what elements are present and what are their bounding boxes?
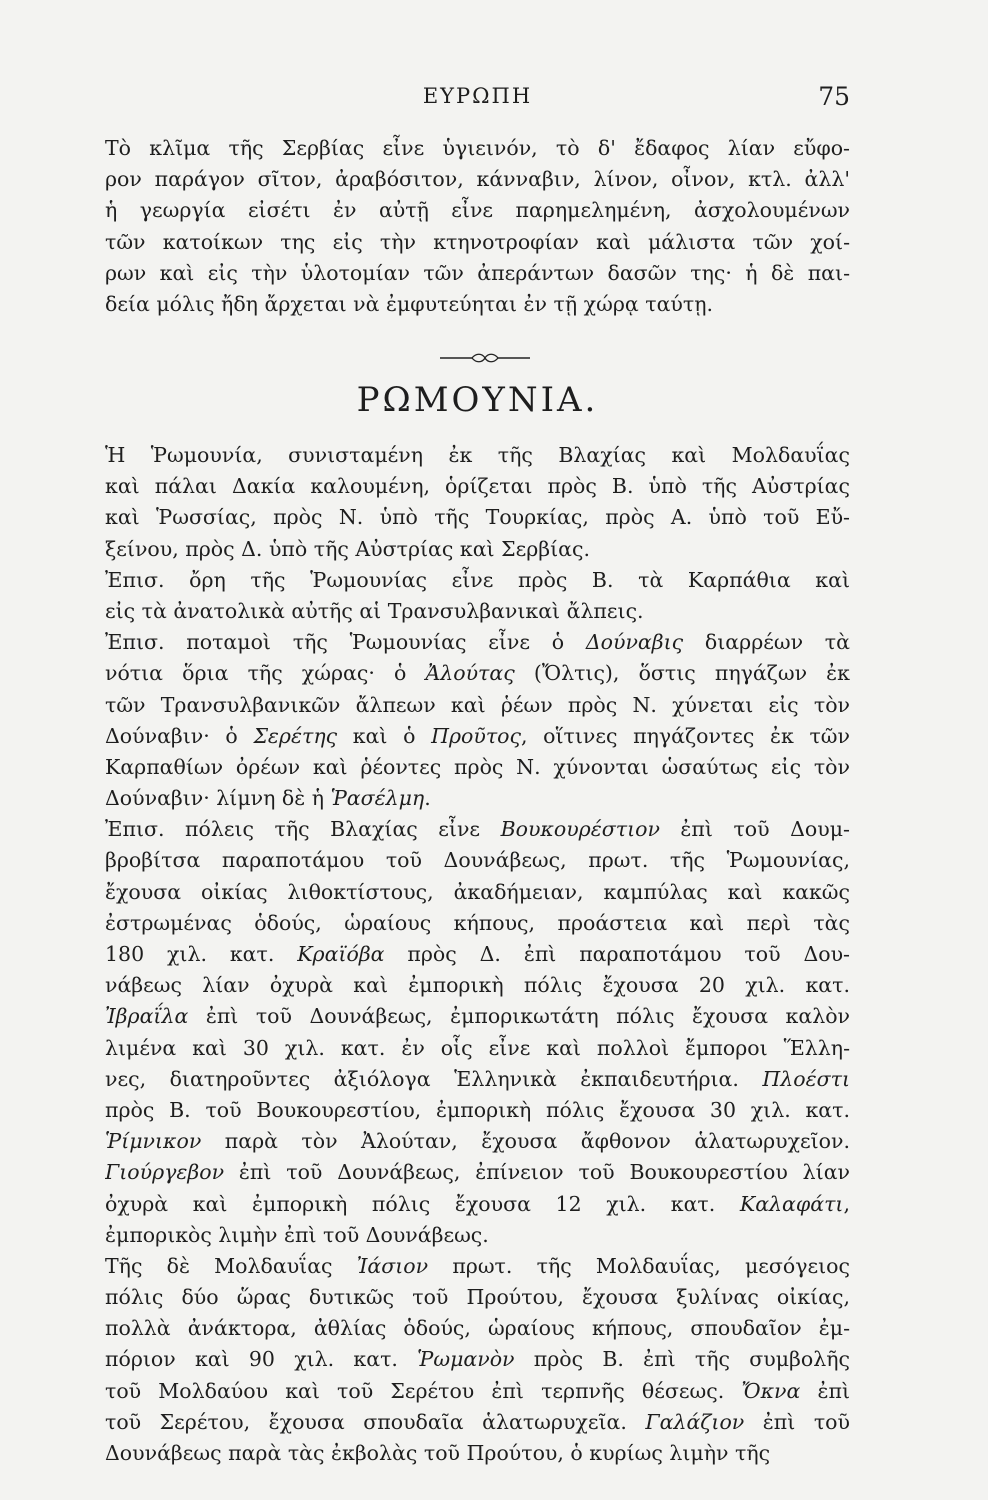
text-segment: ἔχουσα οἰκίας λιθοκτίστους, ἀκαδήμειαν, καμπύλας καὶ κακῶς: [105, 879, 850, 904]
text-segment: τοῦ Μολδαύου καὶ τοῦ Σερέτου ἐπὶ τερπνῆς θέσεως.: [105, 1378, 742, 1403]
text-segment: Δούναβιν· λίμνη δὲ ἡ: [105, 786, 331, 811]
text-segment: ὀχυρὰ καὶ ἐμπορικὴ πόλις ἔχουσα 12 χιλ. κατ.: [105, 1191, 740, 1216]
text-segment: πρὸς Β. τοῦ Βουκουρεστίου, ἐμπορικὴ πόλις ἔχουσα 30 χιλ. κατ.: [105, 1097, 850, 1122]
text-line: [105, 845, 850, 876]
italic-place-name: Κραϊόβα: [297, 942, 385, 966]
text-segment: ξείνου, πρὸς Δ. ὑπὸ τῆς Αὐστρίας καὶ Σερβίας.: [105, 536, 591, 561]
text-segment: ἐμπορικὸς λιμὴν ἐπὶ τοῦ Δουνάβεως.: [105, 1222, 489, 1247]
text-segment: νάβεως λίαν ὀχυρὰ καὶ ἐμπορικὴ πόλις ἔχουσα 20 χιλ. κατ.: [105, 973, 850, 998]
text-line: τῶν κατοίκων της εἰς τὴν κτηνοτροφίαν καὶ μάλιστα τῶν χοί-: [105, 229, 850, 254]
text-segment: ἐπὶ τοῦ: [744, 1409, 850, 1434]
italic-place-name: Ὄκνα: [741, 1378, 801, 1403]
italic-place-name: Ἰάσιον: [356, 1253, 429, 1278]
text-line: Τὸ κλῖμα τῆς Σερβίας εἶνε ὑγιεινόν, τὸ δ' ἔδαφος λίαν εὔφο-: [105, 136, 850, 160]
italic-place-name: Προῦτος: [431, 723, 521, 748]
text-segment: βροβίτσα παραποτάμου τοῦ Δουνάβεως, πρωτ. τῆς Ῥωμουνίας,: [105, 848, 850, 873]
text-line: [105, 471, 850, 502]
text-line: [105, 814, 850, 845]
text-line: ρων καὶ εἰς τὴν ὑλοτομίαν τῶν ἀπεράντων δασῶν της· ἡ δὲ παι-: [105, 260, 850, 285]
text-segment: λιμένα καὶ 30 χιλ. κατ. ἐν οἷς εἶνε καὶ πολλοὶ ἔμποροι Ἕλλη-: [105, 1035, 850, 1060]
text-line: [105, 1376, 850, 1407]
text-segment: πρὸς Β. ἐπὶ τῆς συμβολῆς: [514, 1347, 850, 1372]
text-segment: καὶ πάλαι Δακία καλουμένη, ὁρίζεται πρὸς Β. ὑπὸ τῆς Αὐστρίας: [105, 474, 850, 499]
text-line: [105, 783, 850, 814]
text-line: [105, 1064, 850, 1095]
text-line: [105, 440, 850, 471]
text-segment: πρὸς Δ. ἐπὶ παραποτάμου τοῦ Δου-: [384, 942, 850, 966]
text-segment: ἐπὶ τοῦ Δουνάβεως, ἐπίνειον τοῦ Βουκουρεστίου λίαν: [224, 1160, 850, 1185]
text-line: [105, 1001, 850, 1032]
running-title: ΕΥΡΩΠΗ: [422, 84, 533, 108]
text-segment: τῶν Τρανσυλβανικῶν ἄλπεων καὶ ῥέων πρὸς Ν. χύνεται εἰς τὸν: [105, 692, 850, 717]
italic-place-name: Πλοέστι: [762, 1066, 850, 1091]
text-segment: καὶ ὁ: [337, 723, 432, 748]
section-title-romania: ΡΩΜΟΥΝΙΑ.: [356, 380, 599, 420]
text-segment: πόλις δύο ὥρας δυτικῶς τοῦ Προύτου, ἔχουσα ξυλίνας οἰκίας,: [105, 1285, 850, 1310]
text-line: [105, 534, 850, 565]
text-line: [105, 1220, 850, 1251]
text-segment: (Ὄλτις), ὅστις πηγάζων ἐκ: [514, 661, 850, 686]
italic-place-name: Ῥωμανὸν: [417, 1347, 515, 1372]
text-line: [105, 1126, 850, 1157]
italic-place-name: Καλαφάτι: [739, 1191, 844, 1216]
text-line: [105, 658, 850, 689]
text-line: [105, 752, 850, 783]
text-segment: ἐστρωμένας ὁδούς, ὡραίους κήπους, προάστεια καὶ περὶ τὰς: [105, 910, 850, 935]
page-header: [105, 84, 850, 116]
italic-place-name: Δούναβις: [585, 630, 684, 655]
text-line: [105, 502, 850, 533]
page-number: 75: [818, 82, 850, 111]
text-line: [105, 721, 850, 752]
text-segment: ἐπὶ τοῦ Δουμ-: [659, 817, 850, 842]
text-segment: ἐπὶ: [800, 1378, 850, 1403]
italic-place-name: Γιούργεβον: [105, 1160, 225, 1185]
text-segment: ,: [843, 1191, 850, 1216]
text-segment: Ἐπισ. πόλεις τῆς Βλαχίας εἶνε: [105, 817, 501, 842]
text-segment: Καρπαθίων ὀρέων καὶ ῥέοντες πρὸς Ν. χύνονται ὡσαύτως εἰς τὸν: [105, 754, 850, 779]
text-line: [105, 939, 850, 970]
text-segment: , οἵτινες πηγάζοντες ἐκ τῶν: [521, 723, 850, 748]
text-line: [105, 1313, 850, 1344]
text-line: [105, 1189, 850, 1220]
text-line: [105, 1251, 850, 1282]
text-segment: 180 χιλ. κατ.: [105, 942, 298, 966]
text-segment: τοῦ Σερέτου, ἔχουσα σπουδαῖα ἁλατωρυχεῖα.: [105, 1409, 646, 1434]
text-line: [105, 877, 850, 908]
text-segment: Ἐπισ. ὄρη τῆς Ῥωμουνίας εἶνε πρὸς Β. τὰ Καρπάθια καὶ: [105, 567, 850, 592]
text-line: [105, 690, 850, 721]
italic-place-name: Ἀλούτας: [425, 661, 515, 686]
italic-place-name: Γαλάζιον: [645, 1409, 745, 1434]
serbia-climate-paragraph: [105, 133, 850, 320]
italic-place-name: Ῥασέλμη: [330, 786, 425, 811]
text-segment: Τῆς δὲ Μολδαυΐας: [105, 1253, 357, 1278]
text-segment: πρωτ. τῆς Μολδαυΐας, μεσόγειος: [428, 1253, 850, 1278]
text-line: [105, 970, 850, 1001]
section-divider-ornament: [440, 352, 530, 364]
text-line: [105, 1344, 850, 1375]
text-segment: πολλὰ ἀνάκτορα, ἀθλίας ὁδούς, ὡραίους κήπους, σπουδαῖον ἐμ-: [105, 1316, 850, 1341]
text-segment: παρὰ τὸν Ἀλούταν, ἔχουσα ἄφθονον ἁλατωρυχεῖον.: [201, 1129, 850, 1154]
text-line: [105, 1282, 850, 1313]
text-segment: πόριον καὶ 90 χιλ. κατ.: [105, 1347, 418, 1372]
text-line: [105, 627, 850, 658]
text-segment: Ἐπισ. ποταμοὶ τῆς Ῥωμουνίας εἶνε ὁ: [105, 630, 586, 655]
text-segment: Δουνάβεως παρὰ τὰς ἐκβολὰς τοῦ Προύτου, ὁ κυρίως λιμὴν τῆς: [105, 1441, 771, 1465]
text-line: [105, 596, 850, 627]
text-segment: Δούναβιν· ὁ: [105, 723, 254, 748]
text-line: [105, 1157, 850, 1188]
text-segment: .: [424, 786, 431, 811]
text-line: ἡ γεωργία εἰσέτι ἐν αὐτῇ εἶνε παρημελημένη, ἀσχολουμένων: [105, 198, 850, 223]
text-line: [105, 908, 850, 939]
text-line: [105, 1407, 850, 1438]
italic-place-name: Ῥίμνικον: [105, 1129, 202, 1154]
romania-section-body: [105, 440, 850, 1469]
text-line: [105, 565, 850, 596]
text-line: δεία μόλις ἤδη ἄρχεται νὰ ἐμφυτεύηται ἐν τῇ χώρᾳ ταύτῃ.: [105, 291, 714, 316]
italic-place-name: Βουκουρέστιον: [500, 817, 660, 842]
text-line: [105, 1095, 850, 1126]
text-segment: νες, διατηροῦντες ἀξιόλογα Ἑλληνικὰ ἐκπαιδευτήρια.: [105, 1066, 763, 1091]
italic-place-name: Ἰβραΐλα: [105, 1004, 189, 1029]
italic-place-name: Σερέτης: [253, 723, 338, 748]
text-segment: ἐπὶ τοῦ Δουνάβεως, ἐμπορικωτάτη πόλις ἔχουσα καλὸν: [188, 1004, 850, 1029]
text-line: [105, 1438, 850, 1469]
text-segment: διαρρέων τὰ: [683, 630, 850, 655]
text-segment: εἰς τὰ ἀνατολικὰ αὐτῆς αἱ Τρανσυλβανικαὶ ἄλπεις.: [105, 598, 644, 623]
text-line: [105, 1033, 850, 1064]
text-segment: νότια ὅρια τῆς χώρας· ὁ: [105, 661, 426, 686]
text-segment: καὶ Ῥωσσίας, πρὸς Ν. ὑπὸ τῆς Τουρκίας, πρὸς Α. ὑπὸ τοῦ Εὔ-: [105, 505, 850, 530]
text-line: ρον παράγον σῖτον, ἀραβόσιτον, κάνναβιν, λίνον, οἶνον, κτλ. ἀλλ': [105, 167, 850, 192]
text-segment: Ἡ Ῥωμουνία, συνισταμένη ἐκ τῆς Βλαχίας καὶ Μολδαυΐας: [105, 443, 850, 467]
